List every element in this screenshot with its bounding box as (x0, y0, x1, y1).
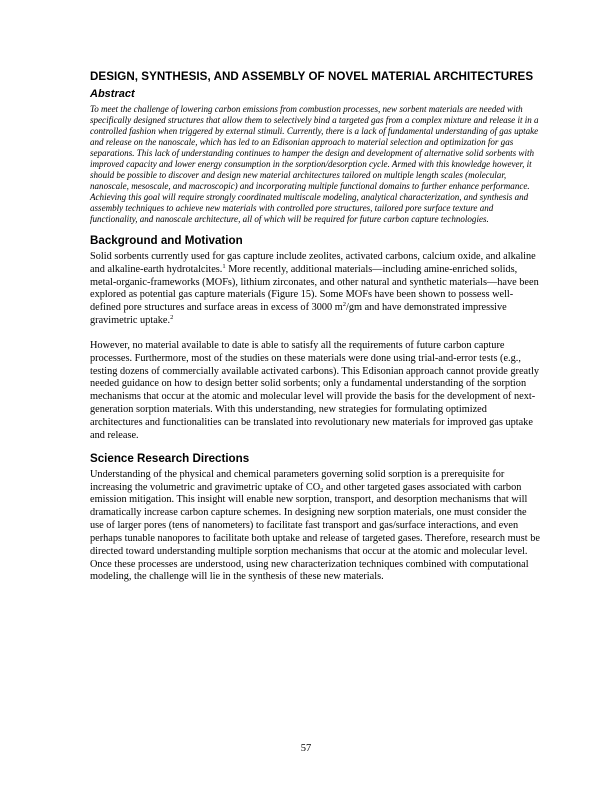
text-run: Solid sorbents currently used for gas capture include zeolites, activated carbons, calcium oxide, and alkaline and alkaline-earth hydrotalcites. (90, 250, 536, 275)
text-run: More recently, additional materials—including amine-enriched solids, metal-organic-frameworks (MOFs), lithium zirconates, and other natural and synthetic materials—have been explored as potential gas capture materials (Figure 15). Some MOFs have been shown to possess well-defined pore structures and surface areas in excess of 3000 m (90, 263, 539, 314)
page-title: DESIGN, SYNTHESIS, AND ASSEMBLY OF NOVEL MATERIAL ARCHITECTURES (90, 70, 534, 83)
section-heading-research: Science Research Directions (90, 451, 250, 465)
abstract-text: To meet the challenge of lowering carbon emissions from combustion processes, new sorbent materials are needed with specifically designed structures that allow them to selectively bind a targeted gas from a complex mixture and release it in a controlled fashion when triggered by external stimuli. Currently, there is a lack of fundamental understanding of gas uptake and release on the nanoscale, which has led to an Edisonian approach to material selection and optimization for gas separations. This lack of understanding continues to hamper the design and development of alternative solid sorbents with improved capacity and lower energy consumption in the sorption/desorption cycle. Armed with this knowledge however, it should be possible to discover and design new material architectures tailored on multiple length scales (molecular, nanoscale, mesoscale, and macroscopic) and incorporating multiple functional domains to further enhance performance. Achieving this goal will require strongly coordinated multiscale modeling, analytical characterization, and synthesis and assembly techniques to achieve new materials with controlled pore structures, tailored pore surface texture and functionality, and nanoscale architecture, all of which will be required for future carbon capture technologies. (90, 104, 539, 224)
background-paragraph-2: However, no material available to date is able to satisfy all the requirements of future carbon capture processes. Furthermore, most of the studies on these materials were done using trial-and-error tests (e.g., testing dozens of commercially available activated carbons). This Edisonian approach cannot provide greatly needed guidance on how to design better solid sorbents; only a fundamental understanding of the sorption mechanisms that occur at the atomic and molecular level will provide the basis for the development of next-generation sorption materials. With this understanding, new strategies for formulating optimized architectures and functionalities can be translated into revolutionary new materials for improved gas uptake and release. (90, 339, 539, 441)
page-number: 57 (300, 743, 312, 754)
text-run: /gm and have demonstrated impressive gravimetric uptake. (90, 302, 507, 327)
footnote-ref: 2 (170, 314, 174, 322)
research-paragraph-1 (90, 469, 542, 585)
section-heading-background: Background and Motivation (90, 233, 243, 247)
subscript: 2 (320, 486, 324, 494)
background-paragraph-1 (90, 251, 542, 328)
superscript: 2 (342, 301, 346, 309)
text-run: Understanding of the physical and chemical parameters governing solid sorption is a prerequisite for increasing the volumetric and gravimetric uptake of CO (90, 468, 505, 493)
text-run: and other targeted gases associated with carbon emission mitigation. This insight will enable new sorption, transport, and desorption mechanisms that will dramatically increase carbon capture schemes. In designing new sorption materials, one must consider the use of larger pores (tens of nanometers) to facilitate fast transport and gas/surface interactions, and even perhaps tunable nanopores to facilitate both uptake and release of targeted gases. Therefore, research must be directed toward understanding multiple sorption mechanisms that occur at the atomic and molecular level. Once these processes are understood, using new characterization techniques combined with computational modeling, the challenge will lie in the synthesis of these new materials. (90, 481, 540, 583)
page-content (90, 70, 542, 584)
abstract-heading: Abstract (90, 88, 135, 101)
footnote-ref: 1 (222, 262, 226, 270)
